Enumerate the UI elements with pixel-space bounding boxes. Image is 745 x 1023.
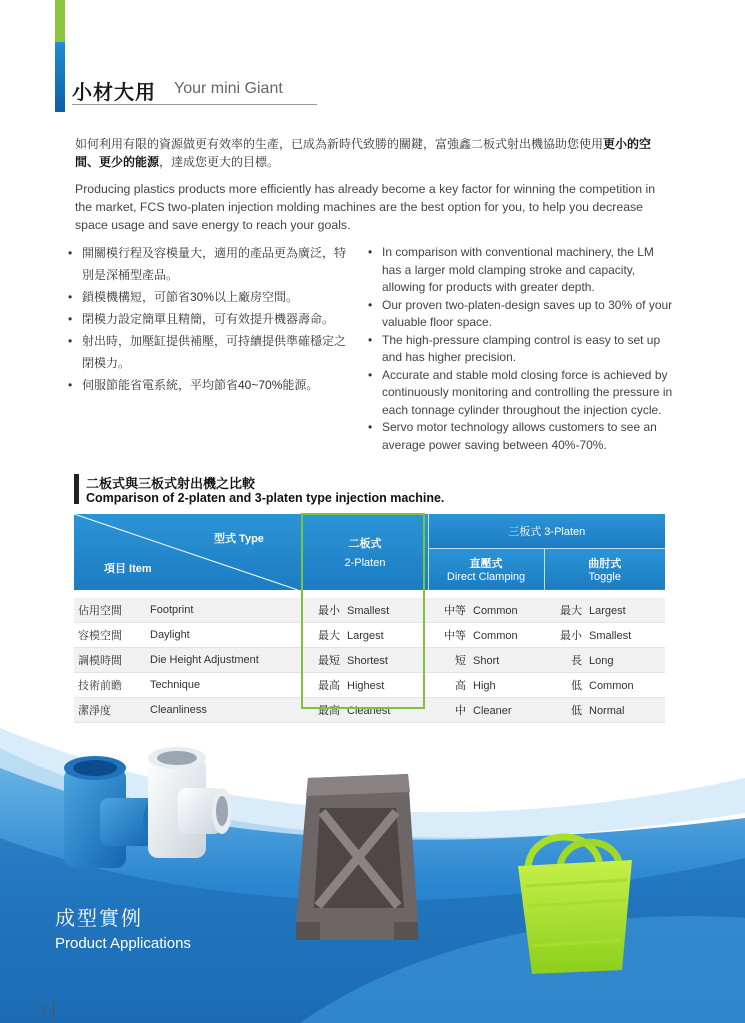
bullets-en [368, 244, 673, 454]
bullet-en-item [368, 297, 673, 332]
cell-cn: 最大 [318, 630, 340, 642]
applications-title-en: Product Applications [55, 935, 191, 952]
row-item-cn: 容模空間 [74, 623, 150, 648]
product-applications-background [0, 708, 745, 1023]
cell-cn: 最高 [318, 705, 340, 717]
row-two-platen [302, 673, 428, 698]
bullets-cn [68, 242, 353, 396]
cell-en: Highest [347, 680, 385, 692]
row-item-cn: 佔用空間 [74, 598, 150, 623]
row-item-cn: 調模時間 [74, 648, 150, 673]
comparison-heading-bar [74, 474, 79, 504]
cell-en: High [473, 680, 496, 692]
bullet-en-item [368, 244, 673, 297]
cell-en: Long [589, 655, 614, 667]
bullet-en-item [368, 332, 673, 367]
row-direct [428, 623, 544, 648]
row-two-platen [302, 598, 428, 623]
bullet-cn-text: 伺服節能省電系統，平均節省40~70%能源。 [82, 378, 319, 392]
table-row [74, 623, 665, 648]
row-two-platen [302, 623, 428, 648]
header-diagonal-cell [74, 514, 302, 590]
diagonal-line [74, 514, 298, 590]
cell-en: Smallest [347, 605, 390, 617]
row-direct [428, 598, 544, 623]
header-direct-cn: 直壓式 [469, 558, 503, 571]
row-toggle [544, 673, 665, 698]
cell-cn: 最大 [560, 605, 582, 617]
intro-cn-bold: 更小的空間、更少的能源 [75, 137, 652, 169]
row-toggle [544, 623, 665, 648]
row-two-platen [302, 648, 428, 673]
cell-en: Shortest [347, 655, 388, 667]
accent-bar-blue [55, 42, 65, 112]
title-underline [72, 104, 317, 105]
header-two-platen [302, 514, 428, 590]
bullet-en-text: Our proven two-platen-design saves up to 30% of your valuable floor space. [382, 297, 673, 329]
row-item-en: Technique [150, 673, 302, 698]
section-title-en: Your mini Giant [174, 80, 283, 97]
table-row [74, 598, 665, 623]
header-toggle [544, 548, 665, 590]
table-row [74, 673, 665, 698]
row-item-cn: 潔淨度 [74, 698, 150, 723]
bullet-en-text: The high-pressure clamping control is easy to set up and has higher precision. [382, 332, 661, 364]
bullet-cn-text: 閉模力設定簡單且精簡，可有效提升機器壽命。 [82, 312, 335, 326]
cell-cn: 最小 [318, 605, 340, 617]
table-row [74, 648, 665, 673]
cell-en: Largest [589, 605, 626, 617]
comparison-title-cn: 二板式與三板式射出機之比較 [86, 476, 256, 491]
stool-illustration [296, 774, 418, 940]
cell-cn: 低 [571, 705, 582, 717]
cell-en: Largest [347, 630, 384, 642]
bullet-cn-text: 射出時，加壓缸提供補壓，可持續提供準確穩定之閉模力。 [82, 334, 347, 370]
comparison-table [74, 514, 665, 723]
row-toggle [544, 648, 665, 673]
header-type-label: 型式 Type [214, 533, 264, 545]
header-two-platen-cn: 二板式 [348, 538, 382, 550]
header-two-platen-en: 2-Platen [344, 557, 386, 569]
row-toggle [544, 598, 665, 623]
cell-en: Common [473, 630, 518, 642]
cell-cn: 最高 [318, 680, 340, 692]
header-toggle-en: Toggle [588, 571, 621, 584]
cell-cn: 中 [455, 705, 466, 717]
cell-cn: 短 [455, 655, 466, 667]
intro-cn [75, 135, 675, 171]
intro-cn-part1: 如何利用有限的資源做更有效率的生產，已成為新時代致勝的關鍵，富強鑫二板式射出機協助您使用 [75, 137, 604, 151]
header-item-label: 項目 Item [104, 563, 152, 575]
bullet-cn-text: 開關模行程及容模量大，適用的產品更為廣泛，特別是深桶型產品。 [82, 246, 347, 282]
bullet-en-item [368, 367, 673, 420]
bullet-cn-item [68, 330, 353, 374]
bullet-cn-item [68, 286, 353, 308]
comparison-title-en: Comparison of 2-platen and 3-platen type injection machine. [86, 491, 445, 505]
header-spacer [74, 590, 665, 598]
row-direct [428, 648, 544, 673]
intro-cn-part2: ，達成您更大的目標。 [159, 155, 280, 169]
cell-en: Common [473, 605, 518, 617]
cell-cn: 中等 [444, 630, 466, 642]
cell-cn: 長 [571, 655, 582, 667]
cell-cn: 中等 [444, 605, 466, 617]
row-item-en: Die Height Adjustment [150, 648, 302, 673]
row-item-en: Daylight [150, 623, 302, 648]
row-item-en: Cleanliness [150, 698, 302, 723]
cell-en: Common [589, 680, 634, 692]
bullet-en-text: Accurate and stable mold closing force is achieved by continuously monitoring and controlling the pressure in each tonnage cylinder throughout the injection cycle. [382, 367, 673, 417]
bullet-cn-item [68, 374, 353, 396]
bullet-cn-text: 鎖模機構短，可節省30%以上廠房空間。 [82, 290, 299, 304]
cell-cn: 最短 [318, 655, 340, 667]
header-direct [428, 548, 544, 590]
row-direct [428, 673, 544, 698]
cell-en: Cleanest [347, 705, 391, 717]
intro-en: Producing plastics products more efficiently has already become a key factor for winning the competition in the market, FCS two-platen injection molding machines are the best option for you, to help you decrease space usage and save energy to reach your goals. [75, 182, 656, 232]
cell-en: Short [473, 655, 500, 667]
bullet-en-text: Servo motor technology allows customers to see an average power saving between 40%-70%. [382, 420, 657, 452]
bullet-en-text: In comparison with conventional machinery, the LM has a larger mold clamping stroke and capacity, allowing for products with greater depth. [382, 245, 654, 294]
cell-cn: 最小 [560, 630, 582, 642]
header-three-platen: 三板式 3-Platen [428, 514, 665, 548]
row-item-cn: 技術前瞻 [74, 673, 150, 698]
cell-en: Smallest [589, 630, 632, 642]
applications-title-cn: 成型實例 [55, 908, 143, 930]
cell-en: Cleaner [473, 705, 512, 717]
cell-cn: 高 [455, 680, 466, 692]
bullet-cn-item [68, 242, 353, 286]
cell-cn: 低 [571, 680, 582, 692]
bullet-en-item [368, 419, 673, 454]
header-toggle-cn: 曲肘式 [588, 558, 622, 571]
accent-bar-green [55, 0, 65, 42]
page-number: 1 [40, 1004, 47, 1016]
cell-en: Normal [589, 705, 625, 717]
section-title-cn: 小材大用 [72, 82, 156, 104]
page-number-divider [53, 1000, 54, 1020]
bullet-cn-item [68, 308, 353, 330]
header-direct-en: Direct Clamping [446, 571, 526, 584]
row-item-en: Footprint [150, 598, 302, 623]
